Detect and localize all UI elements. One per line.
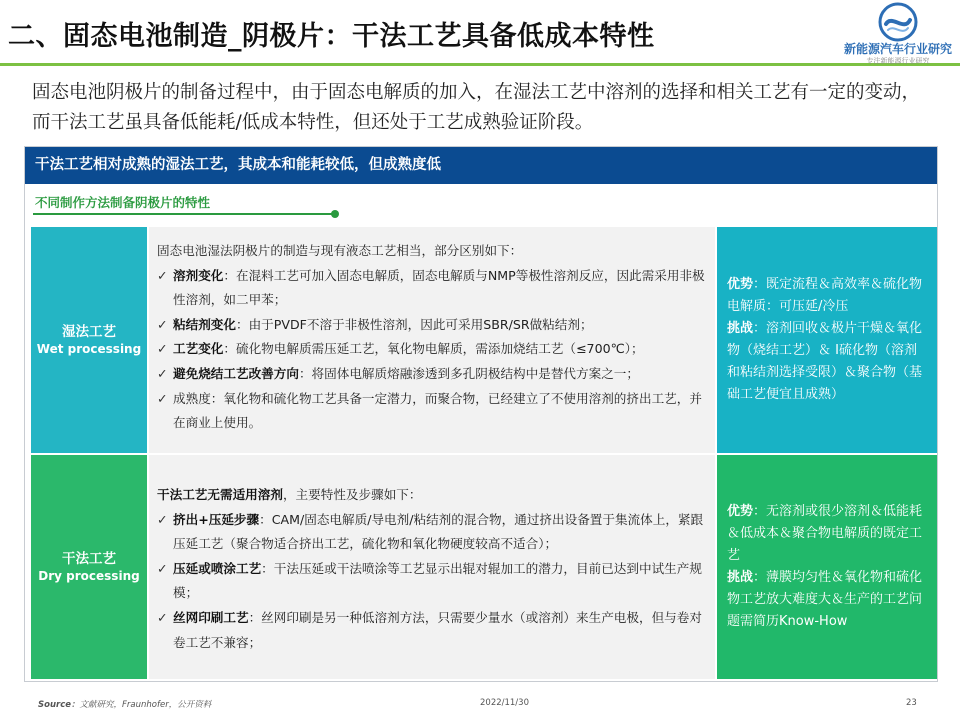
dry-label-zh: 干法工艺 <box>62 551 116 567</box>
subheader-underline <box>33 213 335 215</box>
checkmark-icon: ✓ <box>157 341 168 357</box>
item-keyword: 工艺变化 <box>173 341 224 357</box>
checkmark-icon: ✓ <box>157 609 168 625</box>
list-item <box>157 606 709 655</box>
item-text: 成熟度：氧化物和硫化物工艺具备一定潜力，而聚合物，已经建立了不使用溶剂的挤出工艺，并在商业上使用。 <box>173 390 702 431</box>
challenge-text: ：溶剂回收＆极片干燥＆氧化物（烧结工艺）＆ I硫化物（溶剂和粘结剂选择受限）＆聚合物（基础工艺便宜且成熟） <box>727 321 923 402</box>
item-text: ：丝网印刷是另一种低溶剂方法，只需要少量水（或溶剂）来生产电极，但与卷对卷工艺不兼容； <box>173 609 702 650</box>
checkmark-icon: ✓ <box>157 365 168 381</box>
item-keyword: 压延或喷涂工艺 <box>173 560 262 576</box>
wet-label-en: Wet processing <box>36 342 142 356</box>
item-text: ：将固体电解质熔融渗透到多孔阴极结构中是替代方案之一； <box>298 365 639 381</box>
subheader-dot-icon <box>331 210 339 218</box>
wet-list <box>157 264 709 436</box>
dry-lead-text: ，主要特性及步骤如下： <box>282 487 422 502</box>
wet-label-cell <box>31 227 147 453</box>
list-item <box>157 264 709 313</box>
dry-list <box>157 508 709 656</box>
item-keyword: 避免烧结工艺改善方向 <box>173 365 299 381</box>
list-item <box>157 337 709 362</box>
wet-pros-cons <box>717 227 937 453</box>
advantage-text: ：既定流程＆高效率＆硫化物电解质：可压延/冷压 <box>727 277 923 314</box>
challenge-label: 挑战 <box>727 570 754 585</box>
item-text: ：干法压延或干法喷涂等工艺显示出辊对辊加工的潜力，目前已达到中试生产规模； <box>173 560 702 601</box>
dry-lead-keyword: 干法工艺无需适用溶剂 <box>157 487 283 502</box>
advantage-label: 优势 <box>727 277 754 292</box>
list-item <box>157 313 709 338</box>
item-text: ：硫化物电解质需压延工艺，氧化物电解质，需添加烧结工艺（≤700℃）； <box>223 341 644 357</box>
dry-pros-cons <box>717 455 937 679</box>
panel-subheader: 不同制作方法制备阴极片的特性 <box>35 195 211 210</box>
checkmark-icon: ✓ <box>157 560 168 576</box>
source-label: Source： <box>38 700 80 710</box>
item-text: ：在混料工艺可加入固态电解质，固态电解质与NMP等极性溶剂反应，因此需采用非极性溶剂，如二甲苯； <box>173 267 705 308</box>
dry-processing-row <box>31 455 937 679</box>
logo-swirl-icon <box>878 2 918 42</box>
dry-label-en: Dry processing <box>38 569 140 583</box>
comparison-panel <box>24 146 938 682</box>
wet-description <box>149 227 715 453</box>
list-item <box>157 508 709 557</box>
dry-label-cell <box>31 455 147 679</box>
panel-header: 干法工艺相对成熟的湿法工艺，其成本和能耗较低，但成熟度低 <box>25 147 937 184</box>
wet-label-zh: 湿法工艺 <box>62 324 116 340</box>
challenge-text: ：薄膜均匀性＆氧化物和硫化物工艺放大难度大＆生产的工艺问题需简历Know-How <box>727 570 923 629</box>
intro-paragraph: 固态电池阴极片的制备过程中，由于固态电解质的加入，在湿法工艺中溶剂的选择和相关工艺有一定的变动，而干法工艺虽具备低能耗/低成本特性，但还处于工艺成熟验证阶段。 <box>32 82 921 133</box>
list-item <box>157 362 709 387</box>
item-keyword: 粘结剂变化 <box>173 316 236 332</box>
dry-lead <box>157 483 709 508</box>
dry-advantage <box>727 501 929 567</box>
page-title: 二、固态电池制造_阴极片：干法工艺具备低成本特性 <box>8 21 655 52</box>
item-keyword: 挤出+压延步骤 <box>173 511 260 527</box>
logo-name: 新能源汽车行业研究 <box>843 42 952 56</box>
advantage-label: 优势 <box>727 504 754 519</box>
item-keyword: 溶剂变化 <box>173 267 224 283</box>
item-text: ：由于PVDF不溶于非极性溶剂，因此可采用SBR/SR做粘结剂； <box>235 316 593 332</box>
item-keyword: 丝网印刷工艺 <box>173 609 249 625</box>
wet-lead: 固态电池湿法阴极片的制造与现有液态工艺相当，部分区别如下： <box>157 243 523 258</box>
list-item <box>157 387 709 436</box>
list-item <box>157 557 709 606</box>
wet-advantage <box>727 274 929 318</box>
challenge-label: 挑战 <box>727 321 754 336</box>
dry-description <box>149 455 715 679</box>
dry-challenge <box>727 567 929 633</box>
checkmark-icon: ✓ <box>157 390 168 406</box>
page-number: 23 <box>906 698 917 708</box>
item-text: ：CAM/固态电解质/导电剂/粘结剂的混合物，通过挤出设备置于集流体上，紧跟压延工艺（聚合物适合挤出工艺，硫化物和氧化物硬度较高不适合）； <box>173 511 704 552</box>
logo-tagline: 专注新能源行业研究 <box>866 57 930 65</box>
checkmark-icon: ✓ <box>157 267 168 283</box>
advantage-text: ：无溶剂或很少溶剂＆低能耗＆低成本＆聚合物电解质的既定工艺 <box>727 504 923 563</box>
source-note <box>38 698 211 710</box>
report-date: 2022/11/30 <box>480 698 529 708</box>
checkmark-icon: ✓ <box>157 511 168 527</box>
source-text: 文献研究，Fraunhofer，公开资料 <box>79 700 212 710</box>
wet-challenge <box>727 318 929 406</box>
wet-processing-row <box>31 227 937 453</box>
brand-logo <box>834 2 960 64</box>
checkmark-icon: ✓ <box>157 316 168 332</box>
title-divider <box>0 63 960 66</box>
